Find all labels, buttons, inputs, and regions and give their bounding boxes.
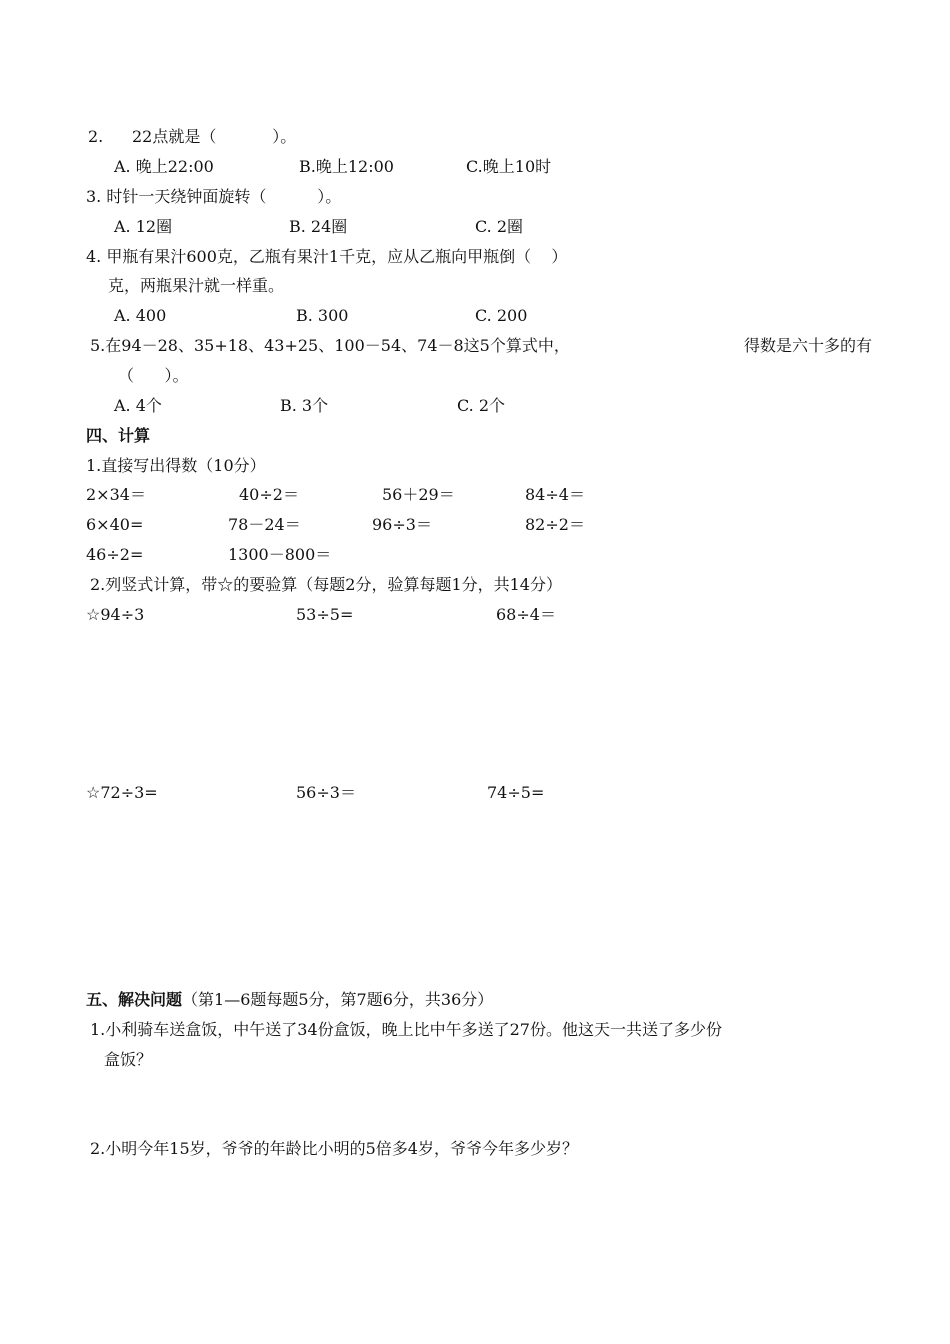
vertical-calc-item: ☆72÷3=	[86, 783, 158, 802]
vertical-calc-item: 74÷5=	[487, 783, 545, 802]
calc-item: 96÷3＝	[372, 515, 432, 534]
vertical-calc-item: 56÷3＝	[296, 783, 356, 802]
q5-option-b: B. 3个	[280, 396, 329, 415]
q3-stem: 3. 时针一天绕钟面旋转（ ）。	[86, 187, 342, 206]
section-4-title: 四、计算	[86, 426, 151, 445]
calc-item: 6×40=	[86, 515, 144, 534]
q4-stem-continued: 克，两瓶果汁就一样重。	[108, 276, 285, 295]
vertical-calc-item: 53÷5=	[296, 605, 354, 624]
section-4-part1-title: 1.直接写出得数（10分）	[86, 456, 266, 475]
calc-item: 56＋29＝	[382, 485, 455, 504]
calc-item: 1300－800＝	[228, 545, 332, 564]
q2-option-c: C.晚上10时	[466, 157, 552, 176]
calc-item: 46÷2=	[86, 545, 144, 564]
vertical-calc-item: ☆94÷3	[86, 605, 145, 624]
q2-option-b: B.晚上12:00	[299, 157, 394, 176]
problem-1-line2: 盒饭？	[104, 1050, 153, 1069]
calc-item: 84÷4＝	[525, 485, 585, 504]
q5-stem-right: 得数是六十多的有	[744, 336, 873, 355]
q2-stem: 22点就是（ ）。	[132, 127, 297, 146]
q4-option-a: A. 400	[114, 306, 167, 325]
vertical-calc-item: 68÷4＝	[496, 605, 556, 624]
q5-stem-continued: （ ）。	[118, 366, 189, 385]
q2-number: 2.	[88, 127, 104, 146]
q3-option-a: A. 12圈	[114, 217, 173, 236]
q3-option-b: B. 24圈	[289, 217, 348, 236]
problem-2: 2.小明今年15岁，爷爷的年龄比小明的5倍多4岁，爷爷今年多少岁？	[90, 1139, 578, 1158]
q4-option-b: B. 300	[296, 306, 349, 325]
section-4-part2-title: 2.列竖式计算，带☆的要验算（每题2分，验算每题1分，共14分）	[90, 575, 562, 594]
q3-option-c: C. 2圈	[475, 217, 524, 236]
section-5-header	[86, 990, 493, 1010]
section-5-subtitle: （第1—6题每题5分，第7题6分，共36分）	[182, 990, 494, 1009]
q5-option-c: C. 2个	[457, 396, 506, 415]
q5-option-a: A. 4个	[114, 396, 162, 415]
q5-stem: 5.在94－28、35+18、43+25、100－54、74－8这5个算式中，	[90, 336, 570, 355]
calc-item: 82÷2＝	[525, 515, 585, 534]
problem-1-line1: 1.小利骑车送盒饭，中午送了34份盒饭，晚上比中午多送了27份。他这天一共送了多少份	[90, 1020, 722, 1039]
q2-option-a: A. 晚上22:00	[114, 157, 214, 176]
calc-item: 78－24＝	[228, 515, 301, 534]
q4-option-c: C. 200	[475, 306, 528, 325]
q4-stem: 4. 甲瓶有果汁600克，乙瓶有果汁1千克，应从乙瓶向甲瓶倒（ ）	[86, 247, 568, 266]
calc-item: 40÷2＝	[239, 485, 299, 504]
calc-item: 2×34＝	[86, 485, 146, 504]
section-5-title: 五、解决问题	[86, 990, 183, 1009]
